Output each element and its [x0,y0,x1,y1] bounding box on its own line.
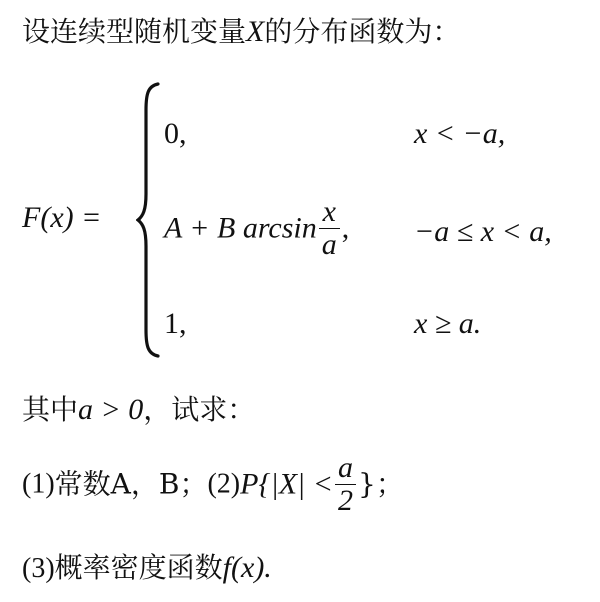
given-suffix: ，试求： [143,393,256,426]
question-2-fraction-numerator: a [338,451,354,484]
function-lhs: F(x) = [22,201,102,234]
question-1-2-line [22,452,404,517]
case-1-expression: 0, [164,117,187,150]
given-prefix: 其中 [22,393,79,426]
question-3-function: f(x). [222,551,272,584]
question-2-prob-suffix: }； [358,467,404,501]
left-brace-icon [136,82,162,358]
given-line [22,392,255,428]
question-2-label: (2) [207,468,241,500]
question-2-prob-prefix: P{|X| < [240,467,334,501]
case-2-fraction [319,196,340,261]
question-3-text: 概率密度函数 [54,551,223,584]
case-2-suffix: , [341,211,350,245]
case-2-fraction-denominator: a [321,228,337,261]
given-condition: a > 0 [78,393,144,426]
intro-text-after: 的分布函数为： [264,15,461,48]
case-2-condition: −a ≤ x < a, [414,215,552,248]
question-2-fraction-denominator: 2 [338,484,354,517]
case-2-prefix: A + B arcsin [164,211,317,245]
case-3-condition: x ≥ a. [414,307,482,340]
question-2-fraction [335,452,356,517]
case-1-condition: x < −a, [414,117,506,150]
case-2-fraction-numerator: x [322,195,336,228]
intro-line [22,14,460,50]
question-3-line [22,550,272,587]
case-2-expression [164,196,349,261]
intro-variable: X [246,15,265,48]
case-3-expression: 1, [164,307,187,340]
question-1-text: 常数A，B； [54,467,208,501]
intro-text-before: 设连续型随机变量 [22,15,247,48]
question-1-label: (1) [22,468,55,500]
question-3-label: (3) [22,553,55,584]
